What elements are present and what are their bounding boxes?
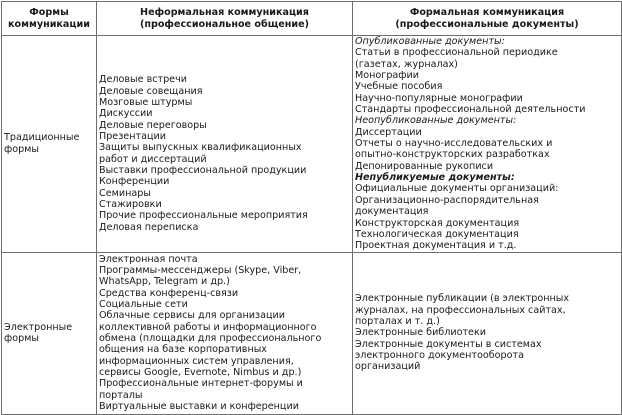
list-item: Конференции bbox=[99, 176, 170, 188]
header-informal-line1: Неформальная коммуникация bbox=[140, 7, 309, 19]
list-item: WhatsApp, Telegram и др.) bbox=[99, 276, 230, 288]
list-item: Электронные библиотеки bbox=[355, 327, 486, 339]
header-row bbox=[2, 2, 622, 36]
formal-cell-electronic bbox=[353, 252, 622, 414]
form-cell-electronic bbox=[2, 252, 97, 414]
list-item: Защиты выпускных квалификационных bbox=[99, 142, 302, 154]
header-informal-line2: (профессиональное общение) bbox=[139, 18, 310, 30]
list-item: Организационно-распорядительная bbox=[355, 194, 539, 206]
formal-cell-traditional bbox=[353, 36, 622, 253]
list-item: общения на базе корпоративных bbox=[99, 344, 267, 356]
list-item: обмена (площадки для профессионального bbox=[99, 333, 322, 345]
list-item: Деловая переписка bbox=[99, 221, 199, 233]
section-heading: Опубликованные документы: bbox=[355, 36, 505, 47]
list-item: сервисы Google, Evernote, Nimbus и др.) bbox=[99, 367, 302, 379]
form-label-line1: Традиционные bbox=[4, 132, 80, 144]
list-item: Деловые совещания bbox=[99, 85, 203, 97]
header-formal-line2: (профессиональные документы) bbox=[395, 18, 579, 30]
list-item: Учебные пособия bbox=[355, 81, 443, 93]
list-item: коллективной работы и информационного bbox=[99, 321, 317, 333]
form-cell-traditional bbox=[2, 36, 97, 253]
list-item: Программы-мессенджеры (Skype, Viber, bbox=[99, 264, 302, 276]
list-item: Конструкторская документация bbox=[355, 217, 520, 229]
list-item: Электронные публикации (в электронных bbox=[355, 293, 569, 305]
list-item: Средства конференц-связи bbox=[99, 287, 239, 299]
informal-cell-traditional bbox=[97, 36, 353, 253]
list-item: Официальные документы организаций: bbox=[355, 183, 559, 195]
header-formal bbox=[353, 2, 622, 36]
list-item: Мозговые штурмы bbox=[99, 97, 193, 109]
list-item: Отчеты о научно-исследовательских и bbox=[355, 138, 553, 150]
header-formal-line1: Формальная коммуникация bbox=[409, 7, 565, 19]
table-row-traditional bbox=[2, 36, 622, 253]
header-forms-label: Формы коммуникации bbox=[8, 7, 90, 30]
form-label-line2: формы bbox=[4, 333, 39, 345]
list-item: Технологическая документация bbox=[355, 228, 519, 240]
formal-list-traditional bbox=[355, 36, 619, 252]
informal-list-traditional bbox=[99, 74, 350, 233]
list-item: Депонированные рукописи bbox=[355, 160, 494, 172]
table-row-electronic bbox=[2, 252, 622, 414]
list-item: Стандарты профессиональной деятельности bbox=[355, 104, 586, 116]
list-item: Научно-популярные монографии bbox=[355, 92, 523, 104]
list-item: электронного документооборота bbox=[355, 350, 524, 362]
informal-list-electronic bbox=[99, 254, 350, 413]
list-item: Семинары bbox=[99, 187, 151, 199]
list-item: порталах и т. д.) bbox=[355, 316, 440, 328]
list-item: Выставки профессиональной продукции bbox=[99, 165, 307, 177]
list-item: Дискуссии bbox=[99, 108, 153, 120]
list-item: Деловые переговоры bbox=[99, 119, 207, 131]
header-forms bbox=[2, 2, 97, 36]
list-item: порталы bbox=[99, 389, 143, 401]
list-item: организаций bbox=[355, 361, 421, 373]
list-item: журналах, на профессиональных сайтах, bbox=[355, 304, 566, 316]
formal-list-electronic bbox=[355, 293, 619, 372]
list-item: Электронная почта bbox=[99, 253, 198, 265]
list-item: Стажировки bbox=[99, 199, 162, 211]
list-item: Монографии bbox=[355, 70, 419, 82]
list-item: Прочие профессиональные мероприятия bbox=[99, 210, 308, 222]
list-item: Диссертации bbox=[355, 126, 422, 138]
form-label-line2: формы bbox=[4, 143, 39, 155]
list-item: документация bbox=[355, 206, 429, 218]
list-item: Облачные сервисы для организации bbox=[99, 310, 285, 322]
list-item: Проектная документация и т.д. bbox=[355, 240, 517, 252]
list-item: Социальные сети bbox=[99, 299, 188, 310]
list-item: Электронные документы в системах bbox=[355, 338, 542, 350]
list-item: Статьи в профессиональной периодике bbox=[355, 47, 558, 59]
section-heading: Непубликуемые документы: bbox=[355, 172, 515, 184]
header-informal bbox=[97, 2, 353, 36]
form-label-line1: Электронные bbox=[4, 321, 73, 333]
list-item: работ и диссертаций bbox=[99, 153, 207, 165]
section-heading: Неопубликованные документы: bbox=[355, 115, 517, 127]
list-item: (газетах, журналах) bbox=[355, 58, 458, 70]
informal-cell-electronic bbox=[97, 252, 353, 414]
list-item: Презентации bbox=[99, 131, 166, 143]
list-item: Деловые встречи bbox=[99, 74, 187, 86]
communication-forms-table bbox=[1, 1, 622, 415]
list-item: информационных систем управления, bbox=[99, 355, 294, 367]
list-item: опытно-конструкторских разработках bbox=[355, 149, 550, 161]
list-item: Виртуальные выставки и конференции bbox=[99, 401, 299, 413]
list-item: Профессиональные интернет-форумы и bbox=[99, 378, 303, 390]
